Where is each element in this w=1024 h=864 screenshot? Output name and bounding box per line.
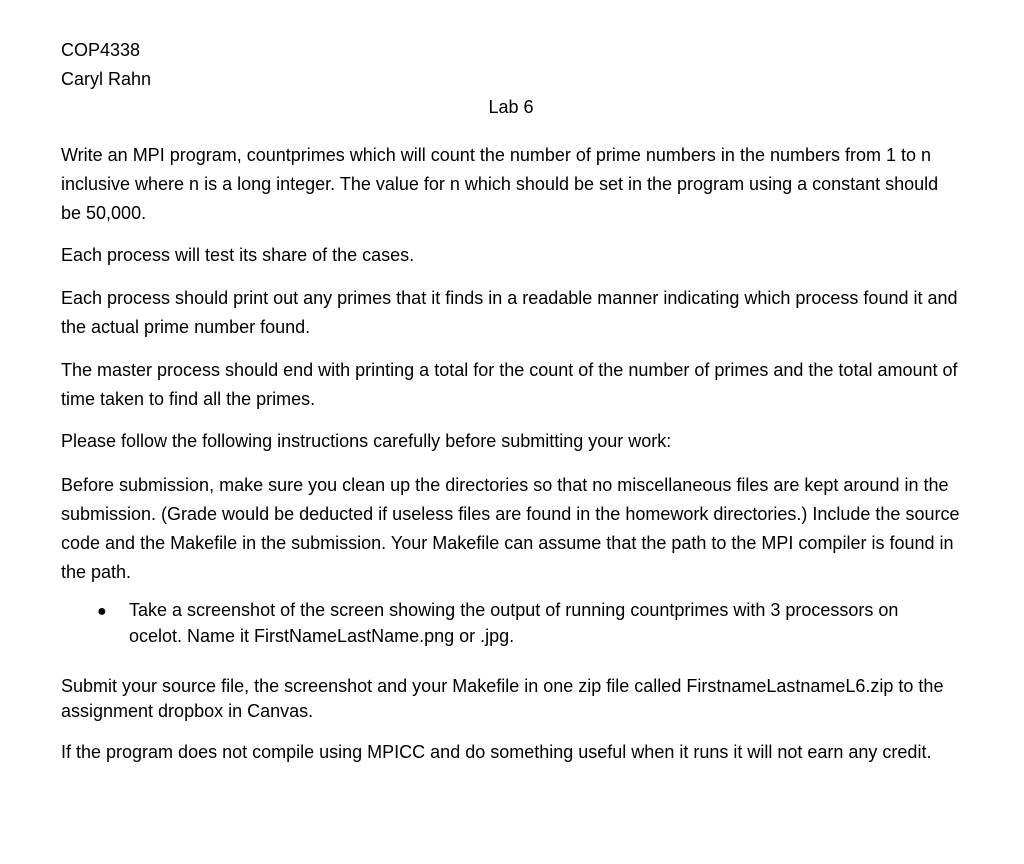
paragraph-process-share: Each process will test its share of the cases.	[61, 245, 415, 265]
paragraph-compile-warning: If the program does not compile using MPICC and do something useful when it runs it will not earn any credit.	[61, 742, 932, 762]
list-item: Take a screenshot of the screen showing the output of running countprimes with 3 processors on ocelot. Name it FirstNameLastName.png or .jpg.	[129, 600, 899, 646]
paragraph-master-total: The master process should end with printing a total for the count of the number of primes and the total amount of time taken to find all the primes.	[61, 360, 958, 409]
course-code: COP4338	[61, 40, 141, 60]
paragraph-submission-cleanup: Before submission, make sure you clean up the directories so that no miscellaneous files are kept around in the submission. (Grade would be deducted if useless files are found in the homework directories.) Include the source code and the Makefile in the submission. Your Makefile can assume that the path to the MPI compiler is found in the path.	[61, 475, 960, 582]
paragraph-instructions-intro: Please follow the following instructions carefully before submitting your work:	[61, 431, 672, 451]
bullet-icon: ●	[97, 603, 107, 620]
paragraph-submit-files: Submit your source file, the screenshot and your Makefile in one zip file called FirstnameLastnameL6.zip to the assignment dropbox in Canvas.	[61, 676, 944, 721]
paragraph-task-description: Write an MPI program, countprimes which will count the number of prime numbers in the numbers from 1 to n inclusive where n is a long integer. The value for n which should be set in the program using a constant should be 50,000.	[61, 145, 939, 223]
author-name: Caryl Rahn	[61, 69, 152, 89]
lab-title: Lab 6	[488, 97, 534, 117]
paragraph-print-primes: Each process should print out any primes that it finds in a readable manner indicating which process found it and the actual prime number found.	[61, 288, 958, 337]
